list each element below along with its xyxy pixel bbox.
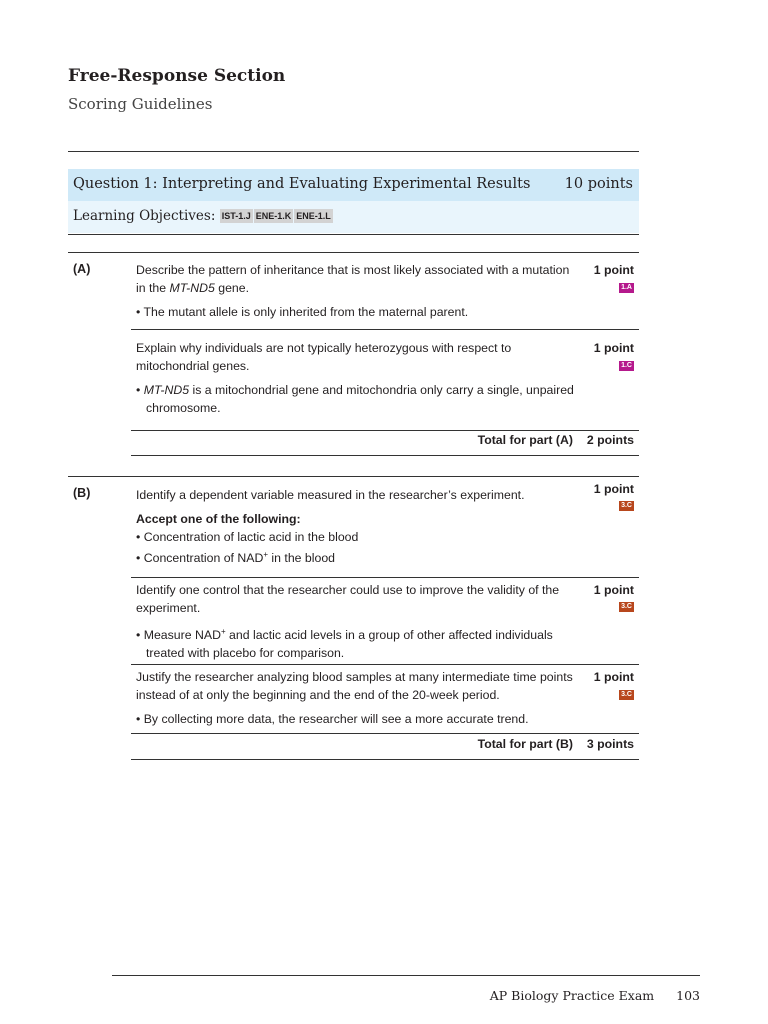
footer-divider [112, 975, 700, 976]
part-b-item-3 [136, 668, 576, 728]
learning-objectives [68, 201, 639, 233]
part-a-total-value: 2 points [586, 433, 634, 447]
part-b-total-value: 3 points [586, 737, 634, 751]
objectives-label: Learning Objectives: [73, 208, 216, 224]
divider [68, 151, 639, 152]
part-b-item-2 [136, 581, 576, 662]
divider [68, 234, 639, 235]
objective-chip: ENE-1.L [296, 210, 331, 221]
item-prompt: Identify a dependent variable measured in the researcher’s experiment. [136, 488, 525, 502]
item-points: 1 point [593, 670, 634, 684]
skill-badge: 1.C [621, 362, 632, 369]
footer-exam-title: AP Biology Practice Exam [489, 988, 655, 1003]
section-subtitle: Scoring Guidelines [68, 95, 213, 113]
item-answer: • Concentration of NAD+ in the blood [136, 550, 336, 566]
divider [131, 329, 639, 330]
item-points: 1 point [593, 263, 634, 277]
page-number: 103 [676, 988, 700, 1003]
objective-chip: ENE-1.K [255, 210, 292, 221]
divider [131, 733, 639, 734]
item-answer: • The mutant allele is only inherited from the maternal parent. [136, 305, 469, 319]
part-a-total-label: Total for part (A) [477, 433, 573, 447]
divider [131, 664, 639, 665]
objective-chip: IST-1.J [221, 210, 251, 221]
divider [131, 577, 639, 578]
item-prompt: Justify the researcher analyzing blood samples at many intermediate time points instead of at only the beginning and the end of the 20-week period. [136, 670, 573, 702]
item-points: 1 point [593, 341, 634, 355]
item-prompt: gene. [214, 281, 250, 295]
divider [131, 455, 639, 456]
divider [68, 476, 639, 477]
item-prompt: Describe the pattern of inheritance that is most likely associated with a mutation in the [136, 263, 570, 295]
accept-heading: Accept one of the following: [136, 512, 301, 526]
divider [131, 430, 639, 431]
gene-name: MT-ND5 [169, 281, 215, 295]
skill-badge: 3.C [621, 502, 632, 509]
item-answer: • Measure NAD+ and lactic acid levels in a group of other affected individuals treated with placebo for comparison. [136, 627, 553, 661]
section-title: Free-Response Section [68, 66, 286, 86]
item-points: 1 point [593, 583, 634, 597]
part-a-label: (A) [73, 262, 91, 276]
question-points: 10 points [564, 176, 633, 192]
skill-badge: 1.A [621, 284, 632, 291]
skill-badge: 3.C [621, 603, 632, 610]
question-header [68, 169, 639, 201]
skill-badge: 3.C [621, 691, 632, 698]
item-answer: • Concentration of lactic acid in the blood [136, 530, 359, 544]
part-b-label: (B) [73, 486, 91, 500]
item-answer: • MT-ND5 is a mitochondrial gene and mitochondria only carry a single, unpaired chromosome. [136, 383, 574, 415]
item-prompt: Explain why individuals are not typically heterozygous with respect to mitochondrial genes. [136, 341, 512, 373]
divider [131, 759, 639, 760]
item-answer: • By collecting more data, the researcher will see a more accurate trend. [136, 712, 529, 726]
part-a-item-1 [136, 261, 576, 321]
divider [68, 252, 639, 253]
gene-name: MT-ND5 [143, 383, 190, 397]
footer [490, 988, 700, 1003]
part-b-total-label: Total for part (B) [477, 737, 573, 751]
item-points: 1 point [593, 482, 634, 496]
item-prompt: Identify one control that the researcher could use to improve the validity of the experiment. [136, 583, 560, 615]
question-title: Question 1: Interpreting and Evaluating Experimental Results [73, 176, 531, 192]
part-a-item-2 [136, 339, 576, 417]
part-b-item-1 [136, 486, 576, 567]
